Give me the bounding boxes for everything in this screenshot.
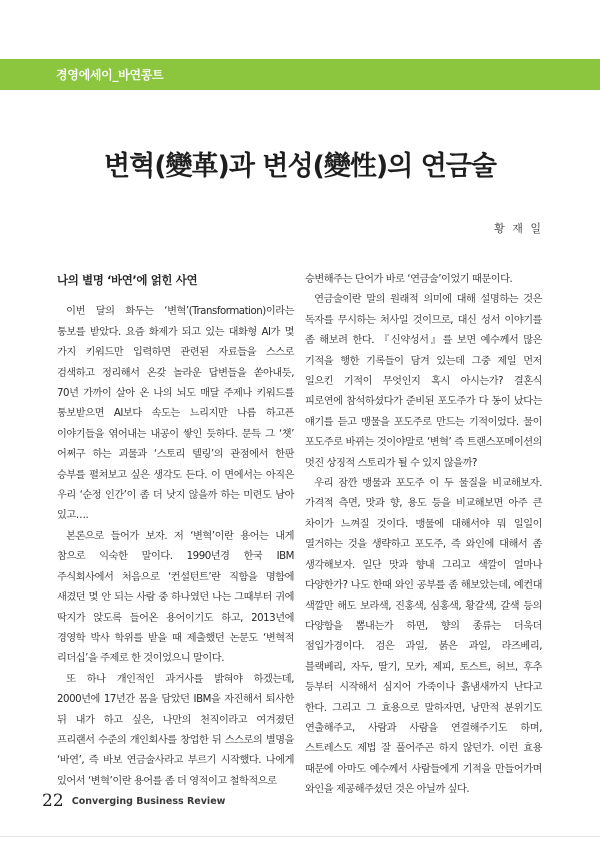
paragraph: 본론으로 들어가 보자. 저 ‘변혁’이란 용어는 내게 참으로 익숙한 말이다. 1990년경 한국 IBM 주식회사에서 처음으로 ‘컨설턴트’란 직함을 명함에 새겼던 몇 안 되는 사람 중 하나였던 나는 그때부터 귀에 딱지가 앉도록 들어온 용어이기도 하고, 2013년에 경영학 박사 학위를 받을 때 제출했던 논문도 ‘변혁적 리더십’을 주제로 한 것이었으니 말이다. <box>57 530 294 665</box>
page-number: 22 <box>42 791 64 811</box>
right-column <box>305 270 542 801</box>
page-footer <box>42 791 225 811</box>
paragraph: 연금술이란 말의 원래적 의미에 대해 설명하는 것은 독자를 무시하는 처사일 것이므로, 대신 성서 이야기를 좀 해보려 한다. 『신약성서』를 보면 예수께서 많은 기적을 행한 기록들이 담겨 있는데 그중 제일 먼저 일으킨 기적이 무엇인지 혹시 아시는가? 결혼식 피로연에 참석하셨다가 준비된 포도주가 다 동이 났다는 얘기를 듣고 맹물을 포도주로 만드는 기적이었다. 물이 포도주로 바뀌는 것이야말로 ‘변혁’ 즉 트랜스포메이션의 멋진 상징적 스토리가 될 수 있지 않을까? <box>305 294 542 469</box>
article-author: 황 재 일 <box>494 222 543 235</box>
article-title: 변혁(變革)과 변성(變性)의 연금술 <box>104 151 496 182</box>
section-heading: 나의 별명 ‘바연’에 얽힌 사연 <box>57 273 198 287</box>
paragraph: 우리 잠깐 맹물과 포도주 이 두 물질을 비교해보자. 가격적 측면, 맛과 향, 용도 등을 비교해보면 아주 큰 차이가 느껴질 것이다. 맹물에 대해서야 뭐 일일이 열거하는 것을 생략하고 포도주, 즉 와인에 대해서 좀 생각해보자. 일단 맛과 향내 그리고 색깔이 얼마나 다양한가? 나도 한때 와인 공부를 좀 해보았는데, 예컨대 색깔만 해도 보라색, 진홍색, 심홍색, 황갈색, 갈색 등의 다양함을 뽐내는가 하면, 향의 종류는 더욱더 점입가경이다. 검은 과일, 붉은 과일, 라즈베리, 블랙베리, 자두, 딸기, 모카, 제피, 토스트, 허브, 후추 등부터 시작해서 심지어 가죽이나 흙냄새까지 난다고 한다. 그리고 그 효용으로 말하자면, 낭만적 분위기도 연출해주고, 사람과 사람을 연결해주기도 하며, 스트레스도 제법 잘 풀어주곤 하지 않던가. 이런 효용 때문에 아마도 예수께서 사람들에게 기적을 만들어가며 와인을 제공해주셨던 것은 아닐까 싶다. <box>305 478 542 796</box>
journal-name: Converging Business Review <box>71 796 226 807</box>
paragraph: 승변해주는 단어가 바로 ‘연금술’이었기 때문이다. <box>305 274 513 285</box>
bottom-divider <box>0 836 600 837</box>
section-band <box>0 59 600 90</box>
paragraph: 또 하나 개인적인 과거사를 밝혀야 하겠는데, 2000년에 17년간 몸을 담았던 IBM을 자진해서 퇴사한 뒤 내가 하고 싶은, 나만의 천직이라고 여겨졌던 프리랜서 수준의 개인회사를 창업한 뒤 스스로의 별명을 ‘바연’, 즉 바보 연금술사라고 부르기 시작했다. 나에게 있어서 ‘변혁’이란 용어를 좀 더 영적이고 철학적으로 <box>57 673 294 787</box>
left-column <box>57 270 294 792</box>
section-label: 경영에세이_바연콩트 <box>56 68 164 82</box>
paragraph: 이번 달의 화두는 ‘변혁’(Transformation)이라는 통보를 받았다. 요즘 화제가 되고 있는 대화형 AI가 몇 가지 키워드만 입력하면 관련된 자료들을 스스로 검색하고 정리해서 온갖 놀라운 답변들을 쏟아내듯, 70년 가까이 살아 온 나의 뇌도 매달 주제나 키워드를 통보받으면 AI보다 속도는 느리지만 나름 하고픈 이야기들을 엮어내는 내공이 쌓인 듯하다. 문득 그 ‘챗’ 어쩌구 하는 괴물과 ‘스토리 텔링’의 관점에서 한판 승부를 펼쳐보고 싶은 생각도 든다. 이 면에서는 아직은 우리 ‘순정 인간’이 좀 더 낫지 않을까 하는 미련도 남아 있고…. <box>57 306 294 522</box>
